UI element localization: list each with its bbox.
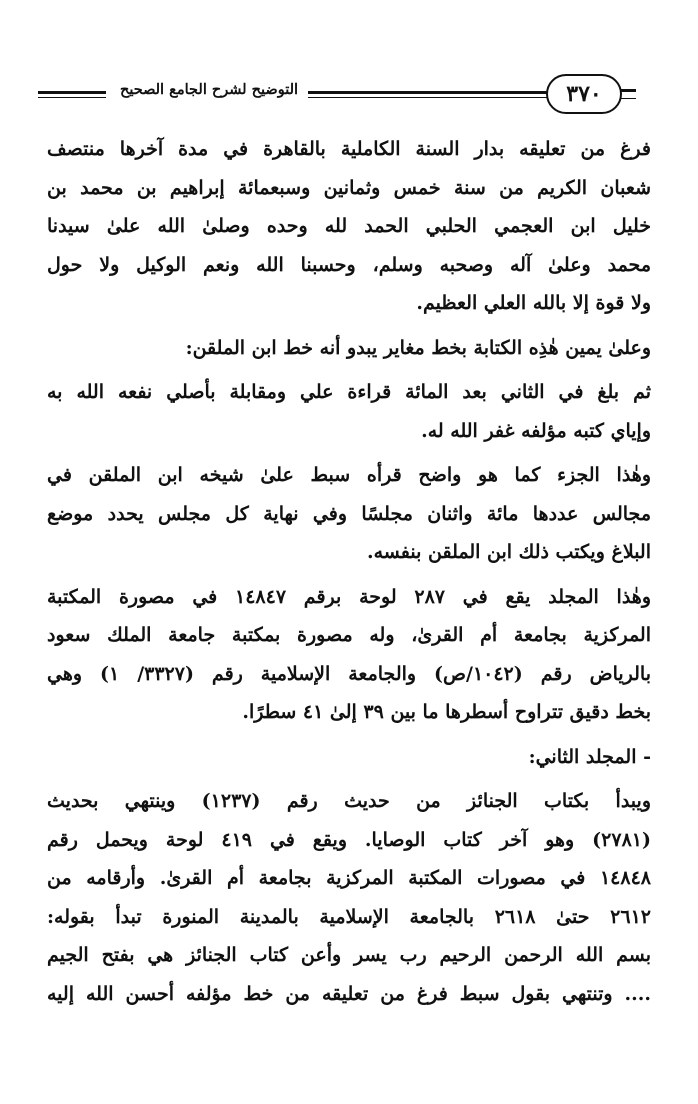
paragraph-volume-two [47, 782, 651, 1013]
text-line: وإياي كتبه مؤلفه غفر الله له. [421, 419, 651, 442]
text-line: محمد وعلىٰ آله وصحبه وسلم، وحسبنا الله ونعم الوكيل ولا حول [47, 253, 651, 276]
paragraph-author-note [47, 373, 651, 450]
text-line: خليل ابن العجمي الحلبي الحمد لله وحده وصلىٰ الله علىٰ سيدنا [47, 215, 651, 237]
text-line: .... وتنتهي بقول سبط فرغ من تعليقه من خط مؤلفه أحسن الله إليه [47, 982, 651, 1005]
text-line: فرغ من تعليقه بدار السنة الكاملية بالقاهرة في مدة آخرها منتصف [47, 138, 651, 160]
page-number: ٣٧٠ [566, 81, 602, 107]
header-rule-left [38, 91, 106, 98]
page-header [30, 72, 668, 118]
paragraph-margin-note [47, 329, 651, 368]
text-line: ١٤٨٤٨ في مصورات المكتبة المركزية بجامعة أم القرىٰ. وأرقامه من [47, 867, 651, 889]
text-line: بالرياض رقم (١٠٤٢/ص) والجامعة الإسلامية رقم (٣٣٢٧/ ١) وهي [47, 662, 651, 685]
text-line: ثم بلغ في الثاني بعد المائة قراءة علي ومقابلة بأصلي نفعه الله به [47, 381, 651, 403]
text-line: ويبدأ بكتاب الجنائز من حديث رقم (١٢٣٧) وينتهي بحديث [47, 790, 651, 812]
running-title: التوضيح لشرح الجامع الصحيح [119, 81, 299, 98]
text-line: بخط دقيق تتراوح أسطرها ما بين ٣٩ إلىٰ ٤١ سطرًا. [242, 701, 651, 723]
text-line: بسم الله الرحمن الرحيم رب يسر وأعن كتاب الجنائز هي بفتح الجيم [47, 944, 651, 966]
text-line: مجالس عددها مائة واثنان مجلسًا وفي نهاية كل مجلس يحدد موضع [47, 502, 651, 525]
text-line: وهٰذا الجزء كما هو واضح قرأه سبط علىٰ شيخه ابن الملقن في [47, 464, 651, 486]
text-line: (٢٧٨١) وهو آخر كتاب الوصايا. ويقع في ٤١٩ لوحة ويحمل رقم [47, 828, 651, 851]
paragraph-volume-details [47, 578, 651, 732]
text-line: وعلىٰ يمين هٰذِه الكتابة بخط مغاير يبدو أنه خط ابن الملقن: [185, 336, 651, 359]
header-rule-middle [308, 91, 550, 98]
page-body [47, 130, 651, 1019]
text-line: البلاغ ويكتب ذلك ابن الملقن بنفسه. [367, 541, 651, 563]
text-line: المركزية بجامعة أم القرىٰ، وله مصورة بمكتبة جامعة الملك سعود [47, 624, 651, 646]
text-line: وهٰذا المجلد يقع في ٢٨٧ لوحة برقم ١٤٨٤٧ في مصورة المكتبة [47, 585, 652, 608]
header-rule-right [620, 89, 636, 99]
section-heading: - المجلد الثاني: [528, 745, 651, 768]
paragraph-colophon [47, 130, 651, 323]
page-number-badge [546, 74, 622, 114]
paragraph-reading-sessions [47, 456, 651, 572]
text-line: ٢٦١٢ حتىٰ ٢٦١٨ بالجامعة الإسلامية بالمدينة المنورة تبدأ بقوله: [47, 905, 651, 928]
text-line: شعبان الكريم من سنة خمس وثمانين وسبعمائة إبراهيم بن محمد بن [47, 176, 651, 199]
text-line: ولا قوة إلا بالله العلي العظيم. [416, 292, 651, 314]
section-heading-volume-two [47, 738, 651, 777]
